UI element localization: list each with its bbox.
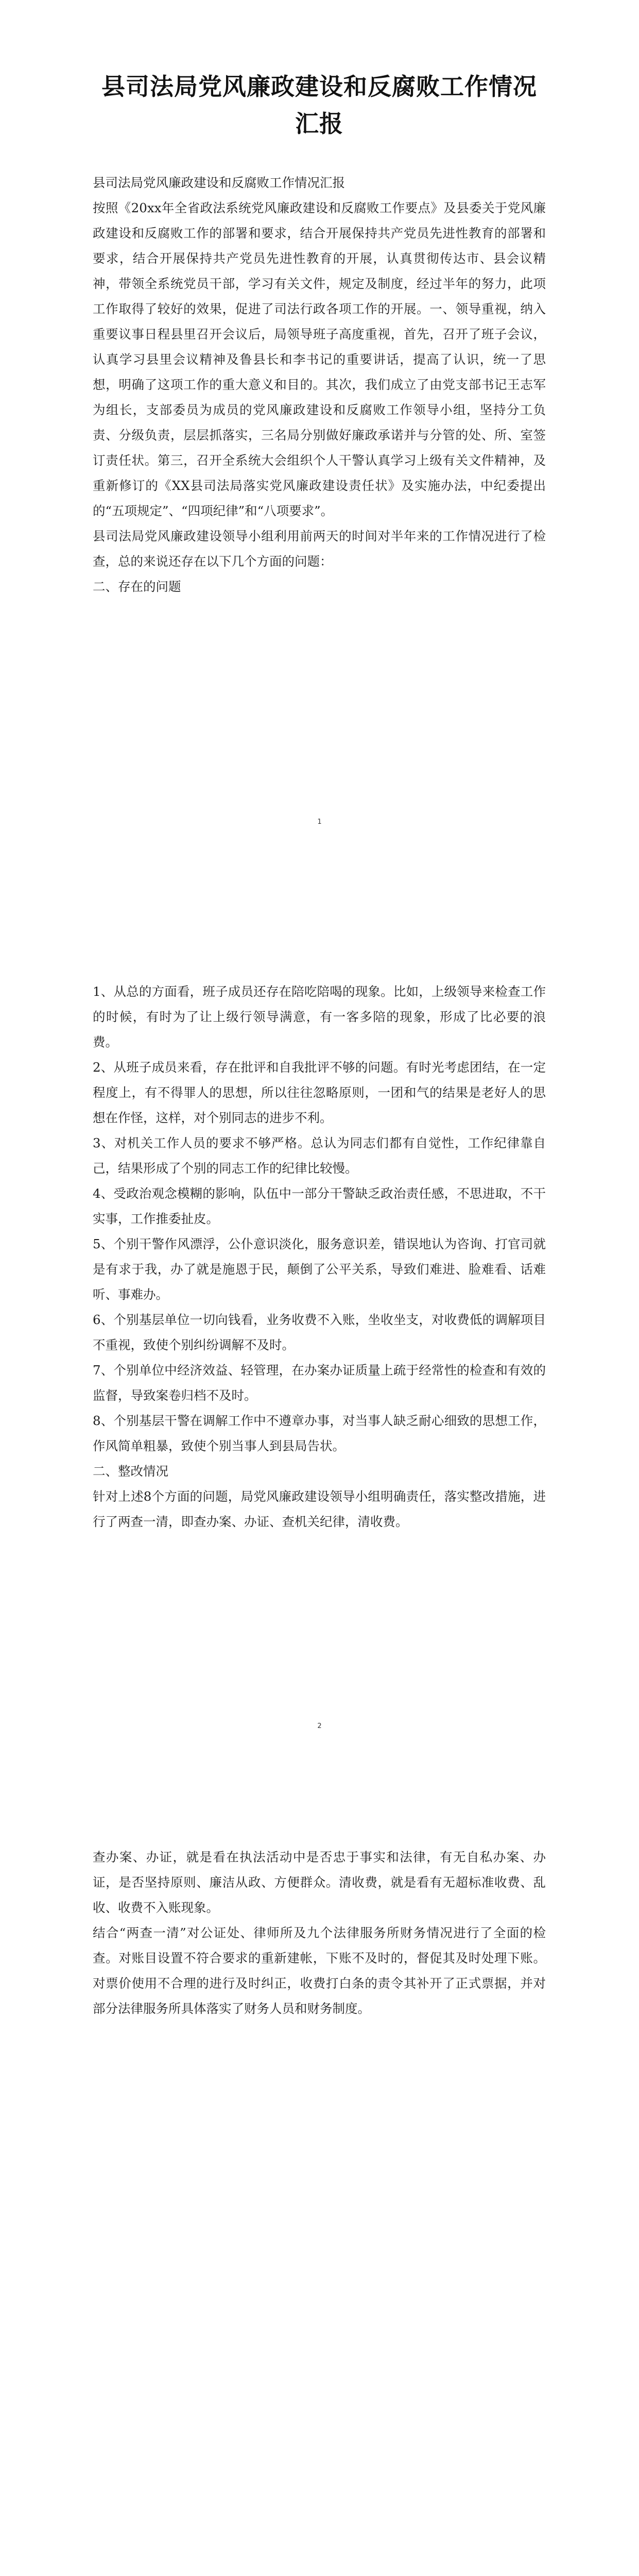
- document-title: 县司法局党风廉政建设和反腐败工作情况汇报: [101, 73, 537, 138]
- document-page-1: [0, 0, 639, 904]
- paragraph: 县司法局党风廉政建设领导小组利用前两天的时间对半年来的工作情况进行了检查，总的来说还存在以下几个方面的问题：: [93, 529, 546, 569]
- page-2-body: [93, 979, 546, 1534]
- paragraph: 查办案、办证，就是看在执法活动中是否忠于事实和法律，有无自私办案、办证，是否坚持原则、廉洁从政、方便群众。清收费，就是看有无超标准收费、乱收、收费不入账现象。: [93, 1850, 546, 1915]
- section-heading: 二、整改情况: [93, 1464, 168, 1479]
- page-number: 1: [317, 818, 322, 826]
- list-item: 8、个别基层干警在调解工作中不遵章办事，对当事人缺乏耐心细致的思想工作，作风简单粗暴，致使个别当事人到县局告状。: [93, 1413, 546, 1453]
- list-item: 1、从总的方面看，班子成员还存在陪吃陪喝的现象。比如，上级领导来检查工作的时候，有时为了让上级行领导满意，有一客多陪的现象，形成了比必要的浪费。: [93, 984, 546, 1049]
- list-item: 3、对机关工作人员的要求不够严格。总认为同志们都有自觉性，工作纪律靠自己，结果形成了个别的同志工作的纪律比较慢。: [93, 1136, 546, 1176]
- list-item: 5、个别干警作风漂浮，公仆意识淡化，服务意识差，错误地认为咨询、打官司就是有求于我，办了就是施恩于民，颠倒了公平关系，导致们难进、脸难看、话难听、事难办。: [93, 1236, 546, 1302]
- paragraph: 针对上述8个方面的问题，局党风廉政建设领导小组明确责任，落实整改措施，进行了两查一清，即查办案、办证、查机关纪律，清收费。: [93, 1489, 546, 1529]
- section-heading: 二、存在的问题: [93, 579, 181, 594]
- page-1-body: [93, 170, 546, 599]
- list-item: 7、个别单位中经济效益、轻管理，在办案办证质量上疏于经常性的检查和有效的监督，导致案卷归档不及时。: [93, 1363, 546, 1403]
- list-item: 6、个别基层单位一切向钱看，业务收费不入账，坐收坐支，对收费低的调解项目不重视，致使个别纠纷调解不及时。: [93, 1312, 546, 1352]
- list-item: 2、从班子成员来看，存在批评和自我批评不够的问题。有时光考虑团结，在一定程度上，有不得罪人的思想，所以往往忽略原则，一团和气的结果是老好人的思想在作怪，这样，对个别同志的进步不利。: [93, 1060, 546, 1125]
- page-3-body: [93, 1844, 546, 2021]
- paragraph-subtitle: 县司法局党风廉政建设和反腐败工作情况汇报: [93, 175, 345, 190]
- paragraph: 结合“两查一清”对公证处、律师所及九个法律服务所财务情况进行了全面的检查。对账目设置不符合要求的重新建帐，下账不及时的，督促其及时处理下账。对票价使用不合理的进行及时纠正，收费打白条的责令其补开了正式票据，并对部分法律服务所具体落实了财务人员和财务制度。: [93, 1925, 546, 2016]
- page-number: 2: [317, 1722, 322, 1730]
- list-item: 4、受政治观念模糊的影响，队伍中一部分干警缺乏政治责任感，不思进取，不干实事，工作推委扯皮。: [93, 1186, 546, 1226]
- paragraph: 按照《20xx年全省政法系统党风廉政建设和反腐败工作要点》及县委关于党风廉政建设和反腐败工作的部署和要求，结合开展保持共产党员先进性教育的部署和要求，结合开展保持共产党员先进性教育的开展，认真贯彻传达市、县会议精神，带领全系统党员干部，学习有关文件，规定及制度，经过半年的努力，此项工作取得了较好的效果，促进了司法行政各项工作的开展。一、领导重视，纳入重要议事日程县里召开会议后，局领导班子高度重视，首先，召开了班子会议，认真学习县里会议精神及鲁县长和李书记的重要讲话，提高了认识，统一了思想，明确了这项工作的重大意义和目的。其次，我们成立了由党支部书记王志军为组长，支部委员为成员的党风廉政建设和反腐败工作领导小组，坚持分工负责、分级负责，层层抓落实，三名局分别做好廉政承诺并与分管的处、所、室签订责任状。第三，召开全系统大会组织个人干警认真学习上级有关文件精神，及重新修订的《XX县司法局落实党风廉政建设责任状》及实施办法，中纪委提出的“五项规定”、“四项纪律”和“八项要求”。: [93, 200, 546, 518]
